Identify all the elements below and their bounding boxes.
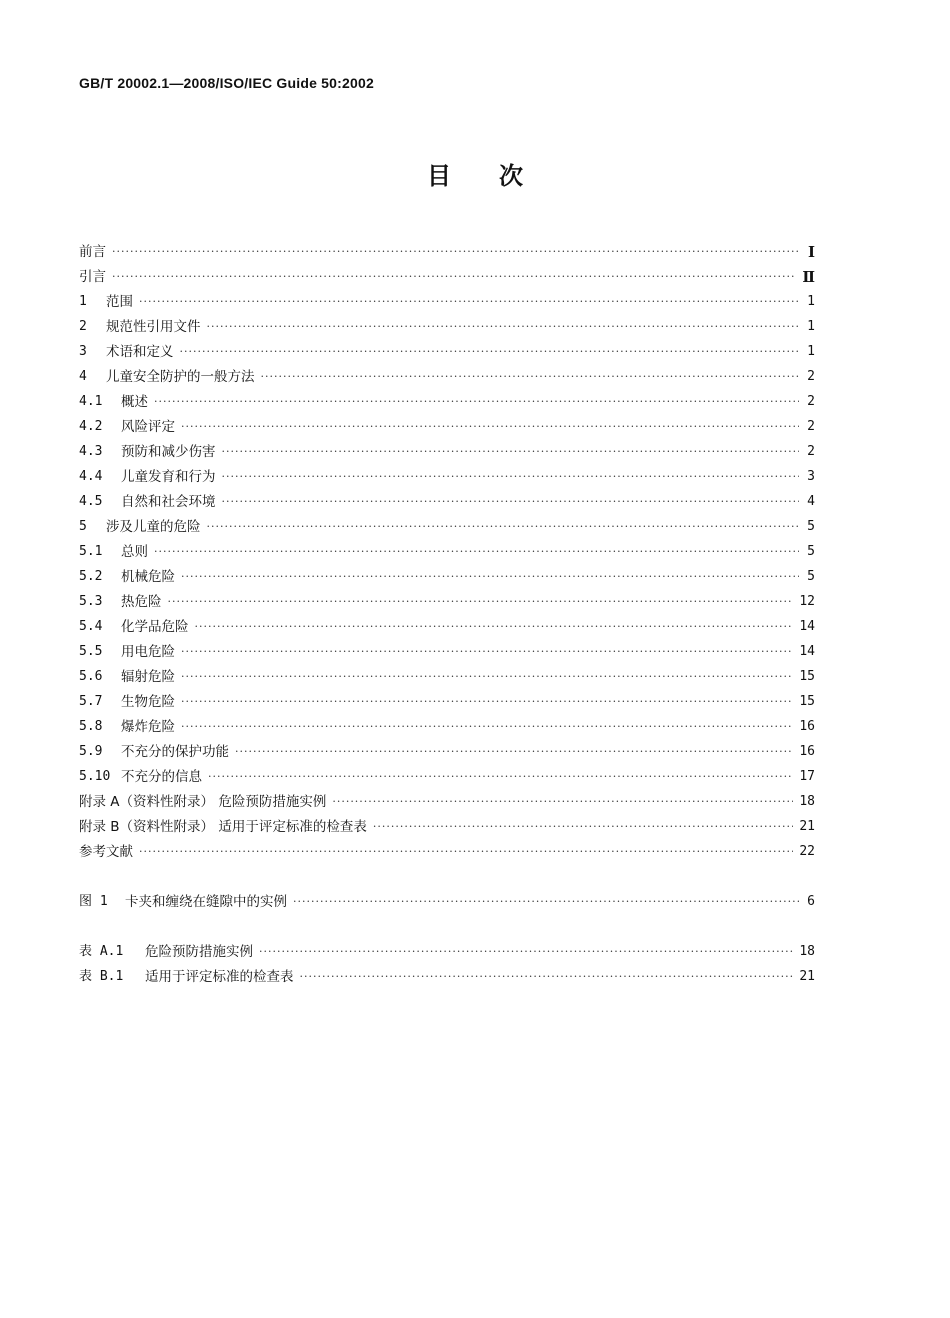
toc-entry-page: 22 (799, 844, 815, 859)
toc-entry-title: 附录 B（资料性附录） 适用于评定标准的检查表 (79, 819, 367, 835)
toc-dot-leader (181, 419, 799, 435)
toc-dot-leader (261, 369, 800, 385)
toc-entry[interactable] (79, 685, 815, 710)
toc-entry-title: 不充分的信息 (121, 769, 202, 785)
toc-entry-number: 5.3 (79, 594, 103, 609)
page-title: 目次 (427, 162, 571, 190)
toc-entry-number: 5.1 (79, 544, 103, 559)
toc-entry-number: 5 (79, 519, 87, 534)
toc-entry-number: 1 (79, 294, 87, 309)
toc-entry-title: 爆炸危险 (121, 719, 175, 735)
toc-entry-number: 5.7 (79, 694, 103, 709)
toc-entry-page: 3 (807, 469, 815, 484)
toc-entry-page: 15 (799, 669, 815, 684)
toc-entry-page: 6 (807, 894, 815, 909)
toc-entry-page: 17 (799, 769, 815, 784)
toc-dot-leader (235, 744, 793, 760)
toc-entry[interactable] (79, 585, 815, 610)
toc-entry-title: 不充分的保护功能 (121, 744, 229, 760)
toc-entry-page: 21 (799, 819, 815, 834)
toc-entry-page: 2 (807, 419, 815, 434)
toc-entry[interactable] (79, 660, 815, 685)
toc-entry-page: 1 (807, 319, 815, 334)
toc-entry-title: 前言 (79, 244, 106, 260)
toc-entry-number: 5.9 (79, 744, 103, 759)
toc-dot-leader (181, 569, 799, 585)
toc-dot-leader (332, 794, 793, 810)
toc-entry[interactable] (79, 510, 815, 535)
toc-entry-title: 热危险 (121, 594, 162, 610)
toc-dot-leader (207, 319, 800, 335)
toc-entry-page: 18 (799, 794, 815, 809)
toc-dot-leader (195, 619, 794, 635)
toc-dot-leader (154, 394, 799, 410)
toc-entry[interactable] (79, 535, 815, 560)
toc-entry-number: 5.6 (79, 669, 103, 684)
toc-entry-title: 总则 (121, 544, 148, 560)
toc-entry-number: 5.4 (79, 619, 103, 634)
toc-entry-title: 范围 (106, 294, 133, 310)
toc-entry-title: 预防和减少伤害 (121, 444, 216, 460)
table-of-contents (79, 235, 815, 985)
toc-entry-number: 表 A.1 (79, 944, 124, 959)
toc-entry-page: 2 (807, 394, 815, 409)
toc-dot-leader (181, 644, 793, 660)
toc-entry-number: 图 1 (79, 894, 108, 909)
standard-header: GB/T 20002.1—2008/ISO/IEC Guide 50:2002 (79, 75, 374, 91)
toc-entry-page: 5 (807, 544, 815, 559)
toc-entry-number: 2 (79, 319, 87, 334)
toc-figures-list (79, 885, 815, 910)
toc-entry-number: 4.3 (79, 444, 103, 459)
toc-entry-title: 自然和社会环境 (121, 494, 216, 510)
toc-entry[interactable] (79, 935, 815, 960)
toc-entry-title: 机械危险 (121, 569, 175, 585)
toc-entry-title: 卡夹和缠绕在缝隙中的实例 (125, 894, 287, 910)
toc-entry[interactable] (79, 235, 815, 260)
toc-entry-title: 术语和定义 (106, 344, 174, 360)
toc-entry-title: 规范性引用文件 (106, 319, 201, 335)
toc-entry[interactable] (79, 260, 815, 285)
toc-dot-leader (222, 469, 800, 485)
toc-dot-leader (112, 244, 799, 260)
toc-dot-leader (181, 669, 793, 685)
toc-gap (79, 910, 815, 935)
toc-dot-leader (180, 344, 800, 360)
toc-entry[interactable] (79, 335, 815, 360)
toc-dot-leader (293, 894, 799, 910)
toc-entry-page: 16 (799, 719, 815, 734)
toc-entry[interactable] (79, 560, 815, 585)
toc-entry-number: 4.5 (79, 494, 103, 509)
toc-entry-page: 5 (807, 519, 815, 534)
toc-entry[interactable] (79, 385, 815, 410)
toc-entry-number: 4.2 (79, 419, 103, 434)
toc-dot-leader (139, 294, 799, 310)
toc-dot-leader (207, 519, 800, 535)
toc-entry[interactable] (79, 835, 815, 860)
toc-dot-leader (181, 694, 793, 710)
toc-entry-number: 4.1 (79, 394, 103, 409)
toc-dot-leader (208, 769, 793, 785)
toc-entry-title: 概述 (121, 394, 148, 410)
toc-entry-page: 14 (799, 619, 815, 634)
toc-entry[interactable] (79, 610, 815, 635)
toc-entry-title: 辐射危险 (121, 669, 175, 685)
toc-entry-number: 4 (79, 369, 87, 384)
toc-entry[interactable] (79, 810, 815, 835)
toc-entry-title: 生物危险 (121, 694, 175, 710)
toc-entry-title: 适用于评定标准的检查表 (145, 969, 294, 985)
toc-entry-page: 18 (799, 944, 815, 959)
toc-entry-number: 3 (79, 344, 87, 359)
toc-entry[interactable] (79, 735, 815, 760)
toc-dot-leader (112, 269, 796, 285)
toc-entry-number: 表 B.1 (79, 969, 124, 984)
toc-entry-title: 儿童发育和行为 (121, 469, 216, 485)
toc-entry[interactable] (79, 760, 815, 785)
toc-entry[interactable] (79, 885, 815, 910)
toc-entry[interactable] (79, 485, 815, 510)
toc-entry[interactable] (79, 460, 815, 485)
toc-entry-page: 4 (807, 494, 815, 509)
toc-entry-number: 4.4 (79, 469, 103, 484)
toc-entry-page: 15 (799, 694, 815, 709)
toc-entry[interactable] (79, 785, 815, 810)
toc-entry[interactable] (79, 710, 815, 735)
toc-dot-leader (259, 944, 793, 960)
toc-entry[interactable] (79, 960, 815, 985)
toc-dot-leader (373, 819, 794, 835)
toc-entry[interactable] (79, 410, 815, 435)
toc-dot-leader (222, 444, 800, 460)
toc-dot-leader (168, 594, 794, 610)
toc-entry[interactable] (79, 285, 815, 310)
toc-entry[interactable] (79, 360, 815, 385)
toc-entry-page: 21 (799, 969, 815, 984)
toc-entry-title: 涉及儿童的危险 (106, 519, 201, 535)
toc-entry-page: 14 (799, 644, 815, 659)
toc-entry-title: 附录 A（资料性附录） 危险预防措施实例 (79, 794, 327, 810)
toc-entry[interactable] (79, 310, 815, 335)
toc-dot-leader (139, 844, 793, 860)
toc-gap (79, 860, 815, 885)
toc-entry-page: 12 (799, 594, 815, 609)
toc-entry[interactable] (79, 635, 815, 660)
toc-entry-title: 参考文献 (79, 844, 133, 860)
toc-entry-number: 5.2 (79, 569, 103, 584)
toc-main-list (79, 235, 815, 860)
toc-entry-page: 2 (807, 369, 815, 384)
toc-dot-leader (154, 544, 799, 560)
toc-entry-page: 2 (807, 444, 815, 459)
toc-entry-title: 化学品危险 (121, 619, 189, 635)
toc-tables-list (79, 935, 815, 985)
toc-dot-leader (300, 969, 794, 985)
toc-entry-page: 1 (807, 344, 815, 359)
toc-entry-title: 风险评定 (121, 419, 175, 435)
toc-entry-page: Ⅰ (807, 243, 815, 261)
toc-dot-leader (222, 494, 800, 510)
toc-entry-page: 1 (807, 294, 815, 309)
toc-dot-leader (181, 719, 793, 735)
toc-entry-title: 危险预防措施实例 (145, 944, 253, 960)
toc-entry-number: 5.10 (79, 769, 111, 784)
toc-entry-page: 5 (807, 569, 815, 584)
toc-entry-title: 引言 (79, 269, 106, 285)
toc-entry-title: 用电危险 (121, 644, 175, 660)
toc-entry-page: Ⅱ (802, 268, 815, 286)
toc-entry-number: 5.5 (79, 644, 103, 659)
toc-entry-title: 儿童安全防护的一般方法 (106, 369, 255, 385)
toc-entry-number: 5.8 (79, 719, 103, 734)
toc-entry[interactable] (79, 435, 815, 460)
toc-entry-page: 16 (799, 744, 815, 759)
